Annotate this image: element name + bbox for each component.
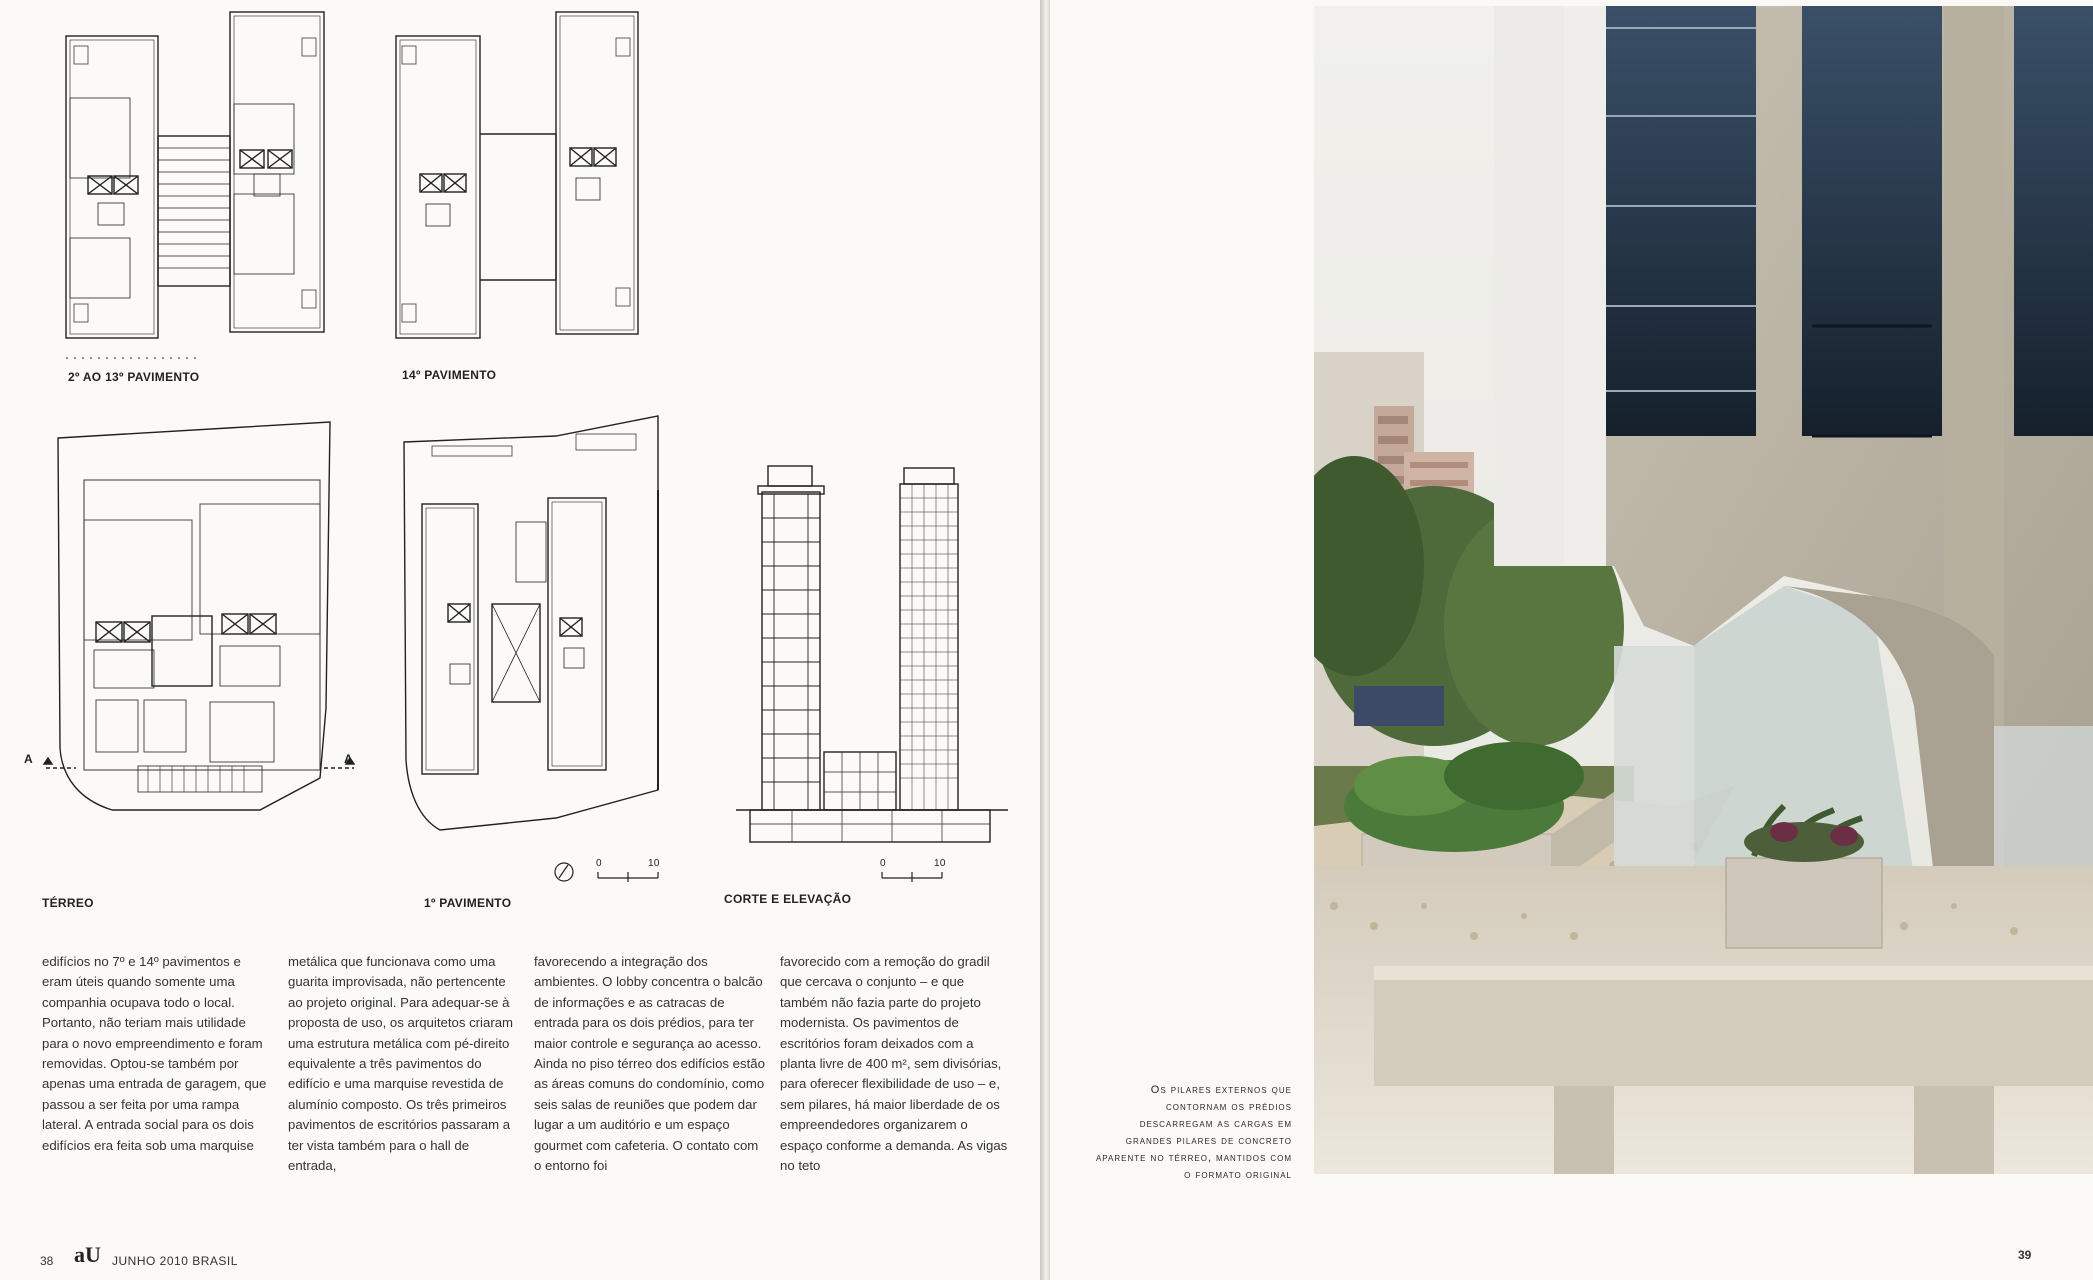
building-photo [1314,6,2093,1174]
issue-label: JUNHO 2010 BRASIL [112,1254,238,1268]
magazine-logo: aU [74,1242,101,1267]
photo-caption: Os pilares externos que contornam os prédios descarregam as cargas em grandes pilares de concreto aparente no térreo, mantidos com o formato original [1095,1084,1292,1181]
scale-bar-section [880,868,944,886]
plan-floor-1 [396,410,666,850]
scale-ten-floor-1: 10 [648,858,660,869]
body-column-4 [780,952,1012,1176]
caption-floor-14: 14º PAVIMENTO [402,368,497,382]
body-paragraph: favorecido com a remoção do gradil que cercava o conjunto – e que também não fazia parte do projeto modernista. Os pavimentos de escritórios foram deixados com a planta livre de 400 m², sem divisórias, para oferecer flexibilidade de uso – e, sem pilares, há maior liberdade de os empreendedores organizarem o espaço conforme a demanda. As vigas no teto [780,954,1008,1174]
scale-zero-section: 0 [880,858,886,869]
body-paragraph: favorecendo a integração dos ambientes. O lobby concentra o balcão de informações e as catracas de entrada para os dois prédios, para ter maior controle e segurança ao acesso. Ainda no piso térreo dos edifícios estão as áreas comuns do condomínio, como seis salas de reuniões que podem dar lugar a um auditório e um espaço gourmet com cafeteria. O contato com o entorno foi [534,954,765,1174]
body-paragraph: edifícios no 7º e 14º pavimentos e eram úteis quando somente uma companhia ocupava todo o local. Portanto, não teriam mais utilidade para o novo empreendimento e foram removidas. Optou-se também por apenas uma entrada de garagem, que passou a ser feita por uma rampa lateral. A entrada social para os dois edifícios era feita sob uma marquise [42,954,267,1153]
body-column-3 [534,952,766,1176]
plan-floors-2-13 [58,8,358,363]
body-column-1 [42,952,274,1156]
section-elevation-drawing [732,462,1012,862]
caption-section-elevation: CORTE E ELEVAÇÃO [724,892,852,906]
caption-ground-floor: TÉRREO [42,896,94,910]
spine-gutter [1040,0,1050,1280]
plan-floor-14 [390,8,640,363]
page-number-right: 39 [2018,1248,2032,1262]
section-mark-a-left: A [24,752,33,766]
scale-zero-floor-1: 0 [596,858,602,869]
caption-floor-1: 1º PAVIMENTO [424,896,512,910]
north-arrow-icon [552,860,576,884]
body-paragraph: metálica que funcionava como uma guarita improvisada, não pertencente ao projeto original. Para adequar-se à proposta de uso, os arquitetos criaram uma estrutura metálica com pé-direito equivalente a três pavimentos do edifício e uma marquise revestida de alumínio composto. Os três primeiros pavimentos de escritórios passaram a ter vista também para o hall de entrada, [288,954,514,1174]
section-mark-a-right: A [344,752,353,766]
plan-ground-floor [40,418,360,848]
scale-ten-section: 10 [934,858,946,869]
page-number-left: 38 [40,1254,54,1268]
scale-bar-floor-1 [596,868,660,886]
body-column-2 [288,952,520,1176]
caption-floors-2-13: 2º AO 13º PAVIMENTO [68,370,200,384]
